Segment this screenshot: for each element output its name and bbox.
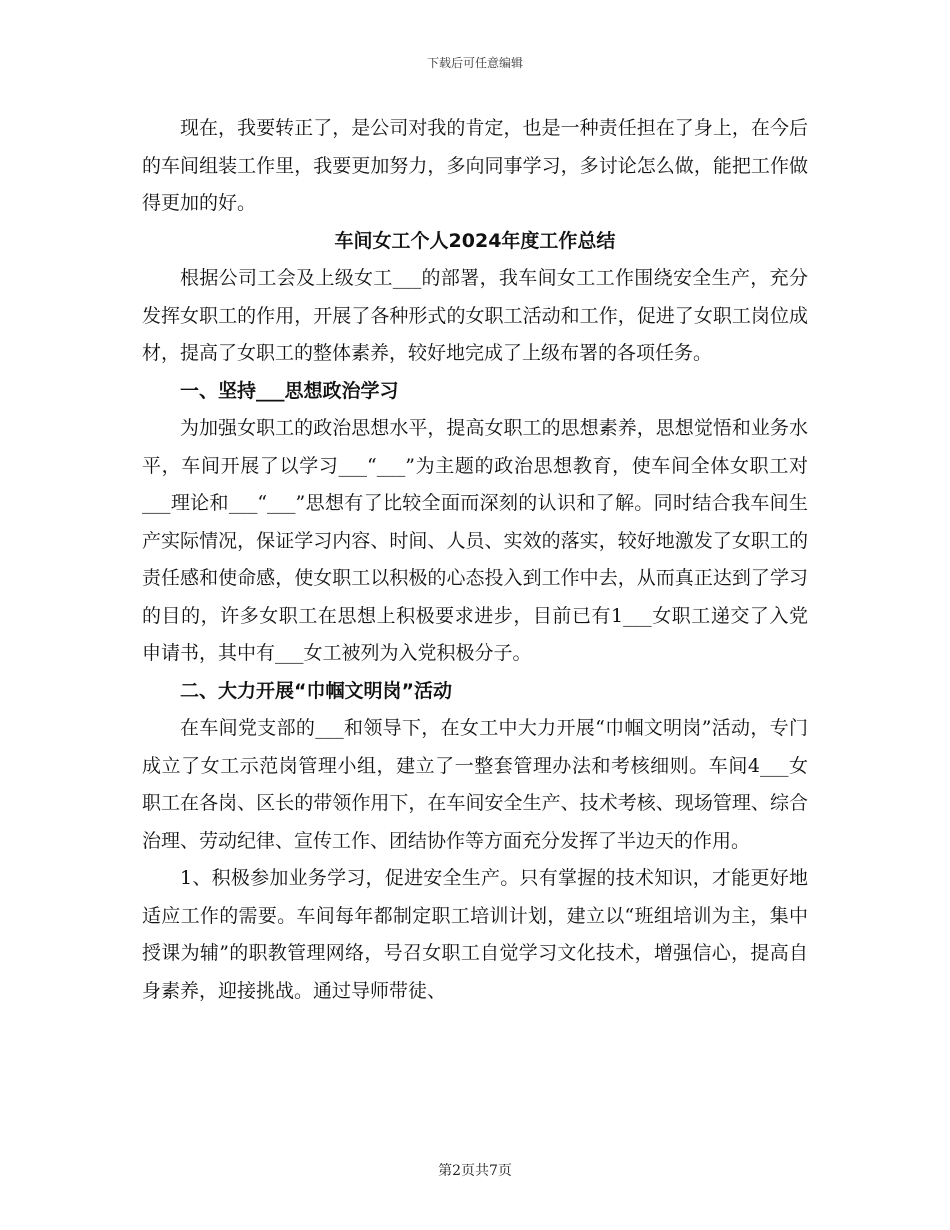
page-number: 第2页共7页 — [438, 1163, 512, 1179]
page-header: 下载后可任意编辑 — [426, 56, 523, 70]
paragraph-4: 1、积极参加业务学习，促进安全生产。只有掌握的技术知识，才能更好地适应工作的需要。车间每年都制定职工培训计划，建立以“班组培训为主，集中授课为辅”的职教管理网络，号召女职工自觉学习文化技术，增强信心，提高自身素养，迎接挑战。通过导师带徒、 — [142, 867, 808, 1002]
section-heading-1: 一、坚持___思想政治学习 — [180, 379, 399, 402]
document-body — [142, 110, 808, 1010]
paragraph-2: 为加强女职工的政治思想水平，提高女职工的思想素养，思想觉悟和业务水平，车间开展了以学习___“___”为主题的政治思想教育，使车间全体女职工对___理论和___“___”思想有了比较全面而深刻的认识和了解。同时结合我车间生产实际情况，保证学习内容、时间、人员、实效的落实，较好地激发了女职工的责任感和使命感，使女职工以积极的心态投入到工作中去，从而真正达到了学习的目的，许多女职工在思想上积极要求进步，目前已有1___女职工递交了入党申请书，其中有___女工被列为入党积极分子。 — [142, 417, 808, 664]
document-title: 车间女工个人2024年度工作总结 — [334, 229, 616, 252]
section-heading-2: 二、大力开展“巾帼文明岗”活动 — [180, 679, 452, 702]
paragraph-1: 根据公司工会及上级女工___的部署，我车间女工工作围绕安全生产，充分发挥女职工的作用，开展了各种形式的女职工活动和工作，促进了女职工岗位成材，提高了女职工的整体素养，较好地完成了上级布署的各项任务。 — [142, 267, 808, 364]
paragraph-3: 在车间党支部的___和领导下，在女工中大力开展“巾帼文明岗”活动，专门成立了女工示范岗管理小组，建立了一整套管理办法和考核细则。车间4___女职工在各岗、区长的带领作用下，在车间安全生产、技术考核、现场管理、综合治理、劳动纪律、宣传工作、团结协作等方面充分发挥了半边天的作用。 — [142, 717, 808, 852]
intro-paragraph: 现在，我要转正了，是公司对我的肯定，也是一种责任担在了身上，在今后的车间组装工作里，我要更加努力，多向同事学习，多讨论怎么做，能把工作做得更加的好。 — [142, 117, 808, 214]
